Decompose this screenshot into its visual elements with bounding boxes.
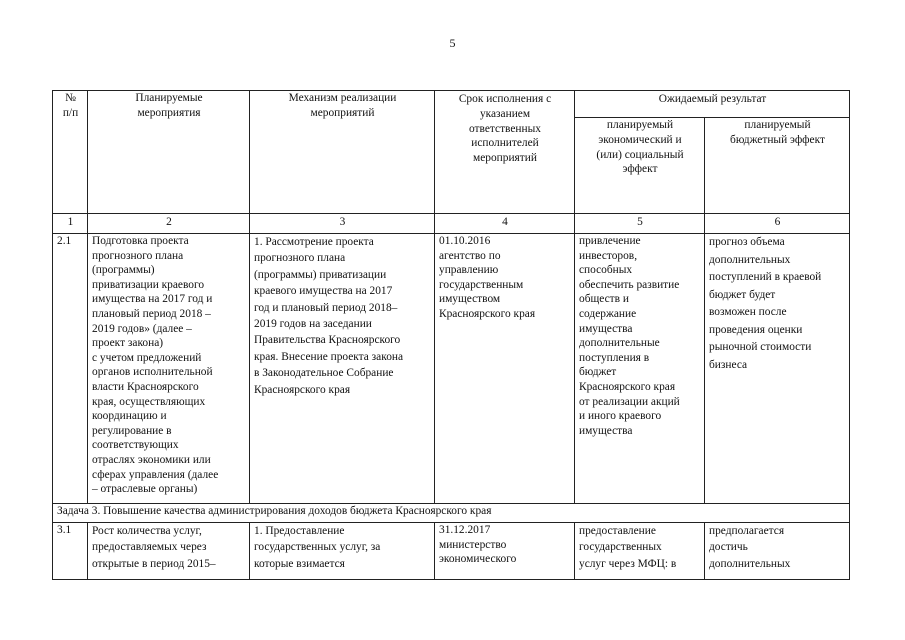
table-row	[53, 234, 850, 504]
planned-measure: Рост количества услуг, предоставляемых через открытые в период 2015–	[88, 523, 250, 580]
measures-table	[52, 90, 850, 580]
budget-effect: предполагается достичь дополнительных	[705, 523, 850, 580]
header-econ-effect: планируемый экономический и (или) социальный эффект	[575, 118, 705, 214]
header-planned: Планируемые мероприятия	[88, 91, 250, 214]
table-row	[53, 523, 850, 580]
column-number: 1	[53, 214, 88, 234]
header-mechanism: Механизм реализации мероприятий	[250, 91, 435, 214]
column-number: 6	[705, 214, 850, 234]
row-number: 2.1	[53, 234, 88, 504]
mechanism: 1. Рассмотрение проекта прогнозного плана (программы) приватизации краевого имущества на 2017 год и плановый период 2018– 2019 годов на заседании Правительства Красноярского края. Внесение проекта закона в Законодательное Собрание Красноярского края	[250, 234, 435, 504]
page-number: 5	[449, 36, 456, 50]
task-heading: Задача 3. Повышение качества администрирования доходов бюджета Красноярского края	[53, 504, 850, 523]
task-row	[53, 504, 850, 523]
row-number: 3.1	[53, 523, 88, 580]
econ-effect: привлечение инвесторов, способных обеспечить развитие обществ и содержание имущества дополнительные поступления в бюджет Красноярского края от реализации акций и иного краевого имущества	[575, 234, 705, 504]
header-num: № п/п	[53, 91, 88, 214]
mechanism: 1. Предоставление государственных услуг, за которые взимается	[250, 523, 435, 580]
column-number: 2	[88, 214, 250, 234]
header-expected: Ожидаемый результат	[575, 91, 850, 118]
column-numbers-row	[53, 214, 850, 234]
planned-measure: Подготовка проекта прогнозного плана (программы) приватизации краевого имущества на 2017 год и плановый период 2018 – 2019 годов» (далее – проект закона) с учетом предложений органов исполнительной власти Красноярского края, осуществляющих координацию и регулирование в соответствующих отраслях экономики или сферах управления (далее – отраслевые органы)	[88, 234, 250, 504]
header-budget-effect: планируемый бюджетный эффект	[705, 118, 850, 214]
column-number: 5	[575, 214, 705, 234]
budget-effect: прогноз объема дополнительных поступлений в краевой бюджет будет возможен после проведения оценки рыночной стоимости бизнеса	[705, 234, 850, 504]
deadline-responsible: 01.10.2016 агентство по управлению государственным имуществом Красноярского края	[435, 234, 575, 504]
column-number: 4	[435, 214, 575, 234]
header-deadline: Срок исполнения с указанием ответственных исполнителей мероприятий	[435, 91, 575, 214]
column-number: 3	[250, 214, 435, 234]
deadline-responsible: 31.12.2017 министерство экономического	[435, 523, 575, 580]
econ-effect: предоставление государственных услуг через МФЦ: в	[575, 523, 705, 580]
